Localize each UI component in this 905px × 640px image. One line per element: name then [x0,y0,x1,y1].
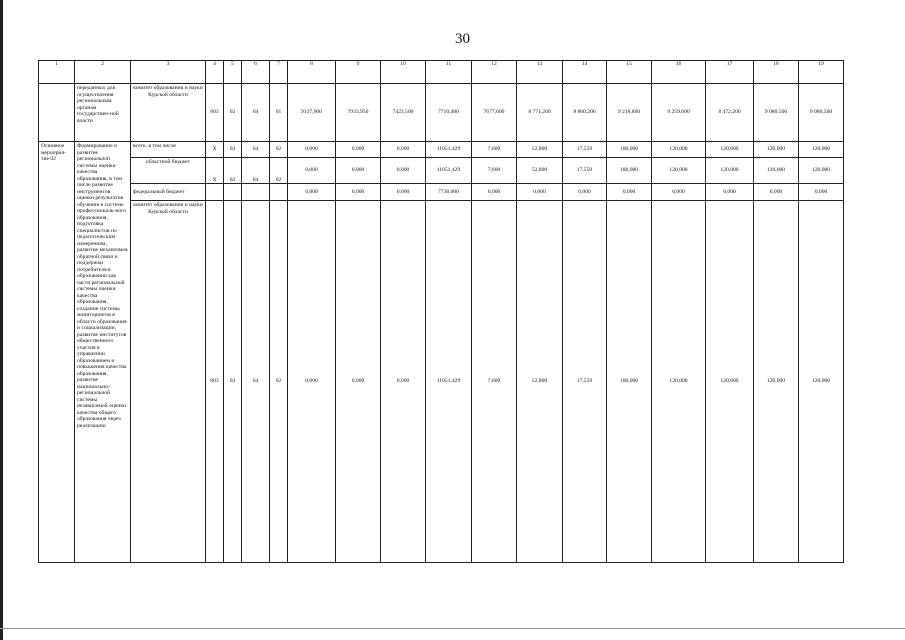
table-cell: 120,000 [754,201,799,563]
table-cell: 11051,429 [426,142,472,158]
table-cell: 04 [242,201,270,563]
budget-table [38,60,844,563]
table-cell: 11051,429 [426,158,472,184]
table-cell: 0,000 [288,158,336,184]
table-cell: 0,000 [336,201,381,563]
table-cell: 02 [224,158,242,184]
table-cell: 120,000 [799,201,844,563]
table-cell: комитет образования и науки Курской области [131,84,206,142]
table-cell: 0,000 [336,142,381,158]
table-cell [39,84,75,142]
table-cell: 0,000 [472,184,517,201]
col-header: 14 [563,61,607,84]
table-cell: всего, в том числе [131,142,206,158]
table-cell: 0,000 [563,184,607,201]
table-cell: 180,000 [607,201,652,563]
table-cell: 0,000 [288,201,336,563]
table-cell: 52,800 [517,201,563,563]
table-cell: 8 771,200 [517,84,563,142]
table-cell: 0,000 [517,184,563,201]
table-cell: 120,000 [754,142,799,158]
table-cell [242,184,270,201]
table-cell: 0,000 [754,184,799,201]
col-header: 10 [381,61,426,84]
table-row-committee [39,201,844,563]
table-cell: 02 [224,84,242,142]
table-cell: 17,559 [563,201,607,563]
table-cell: 7736,000 [426,184,472,201]
table-cell: 52,800 [517,158,563,184]
table-cell: 17,559 [563,158,607,184]
table-cell: областной бюджет [131,158,206,184]
table-cell: Х [206,142,224,158]
table-cell: комитет образования и науки Курской области [131,201,206,563]
table-cell: 0,000 [381,201,426,563]
col-header: 8 [288,61,336,84]
table-cell: Х [206,158,224,184]
table-cell: 120,000 [754,158,799,184]
table-cell: 7933,950 [336,84,381,142]
col-header: 9 [336,61,381,84]
activity-label: Основное мероприя-тие 02 [39,142,75,563]
table-cell: 9 080,500 [754,84,799,142]
table-cell: 0,000 [706,184,754,201]
table-cell: 7,600 [472,201,517,563]
table-cell: 120,000 [799,158,844,184]
table-cell: 120,000 [706,201,754,563]
col-header: 3 [131,61,206,84]
table-cell: 120,000 [652,142,706,158]
table-cell: 7,600 [472,142,517,158]
table-cell: 9137,900 [288,84,336,142]
table-cell: 803 [206,201,224,563]
table-cell: 803 [206,84,224,142]
table-row-regional [39,158,844,184]
table-cell: 9 080,500 [799,84,844,142]
table-cell: 9 259,600 [652,84,706,142]
col-header: 5 [224,61,242,84]
page-number: 30 [455,31,470,47]
col-header: 18 [754,61,799,84]
col-header: 16 [652,61,706,84]
table-cell: 02 [224,201,242,563]
table-cell: 120,000 [652,158,706,184]
col-header: 12 [472,61,517,84]
table-cell: 120,000 [652,201,706,563]
table-cell: 120,000 [799,142,844,158]
table-cell: 0,000 [799,184,844,201]
col-header: 19 [799,61,844,84]
col-header: 11 [426,61,472,84]
col-header: 13 [517,61,563,84]
table-row-transfer [39,84,844,142]
table-cell: 7,600 [472,158,517,184]
table-cell [224,184,242,201]
col-header: 6 [242,61,270,84]
table-cell [206,184,224,201]
table-cell: 0,000 [288,142,336,158]
table-cell: 120,000 [706,142,754,158]
scan-edge [0,0,3,640]
table-cell: 7710,400 [426,84,472,142]
table-cell: 7677,600 [472,84,517,142]
table-cell: 0,000 [288,184,336,201]
table-cell: 0,000 [336,158,381,184]
table-cell: 0,000 [381,158,426,184]
table-cell: 7422,500 [381,84,426,142]
col-header: 4 [206,61,224,84]
table-cell: переданных для осуществления региональным органам государствен-ной власти [75,84,131,142]
table-cell: 04 [242,84,270,142]
col-header: 7 [270,61,288,84]
table-cell: 02 [224,142,242,158]
col-header: 1 [39,61,75,84]
table-cell [270,184,288,201]
table-cell: 120,000 [706,158,754,184]
table-cell: 0,000 [607,184,652,201]
table-cell: 0,000 [381,184,426,201]
table-cell: 0,000 [381,142,426,158]
scan-bottom-line [0,628,905,629]
table-cell: 9 218,800 [607,84,652,142]
table-cell: 04 [242,142,270,158]
table-row-federal [39,184,844,201]
table-cell: федеральный бюджет [131,184,206,201]
table-cell: 02 [270,142,288,158]
table-cell: 11051,429 [426,201,472,563]
table-cell: 0,000 [652,184,706,201]
col-header: 15 [607,61,652,84]
header-row [39,61,844,84]
table-cell: 02 [270,201,288,563]
col-header: 2 [75,61,131,84]
table-row-total [39,142,844,158]
col-header: 17 [706,61,754,84]
table-cell: 17,559 [563,142,607,158]
table-cell: 0,000 [336,184,381,201]
table-cell: 180,000 [607,142,652,158]
table-cell: 8 472,200 [706,84,754,142]
table-cell: 52,800 [517,142,563,158]
table-cell: 180,000 [607,158,652,184]
table-cell: 04 [242,158,270,184]
table-cell: 8 800,200 [563,84,607,142]
table-cell: 01 [270,84,288,142]
activity-description: Формирование и развитие региональной системы оценки качества образования, в том числе развитие инструментов оценки результатов обучения в системе профессиональ-ного образования, подготовка специалистов по педагогическим измерениям, развитие механизмов обратной связи и поддержки потребителя в образовании как части региональной системы оценки качества образования, создание системы мониторингов в области образования и социализации, развитие институтов общественного участия в управлении образованием и повышения качества образования, развитие национально-региональной системы независимой оценки качества общего образования через реализацию [75,142,131,563]
table-cell: 02 [270,158,288,184]
